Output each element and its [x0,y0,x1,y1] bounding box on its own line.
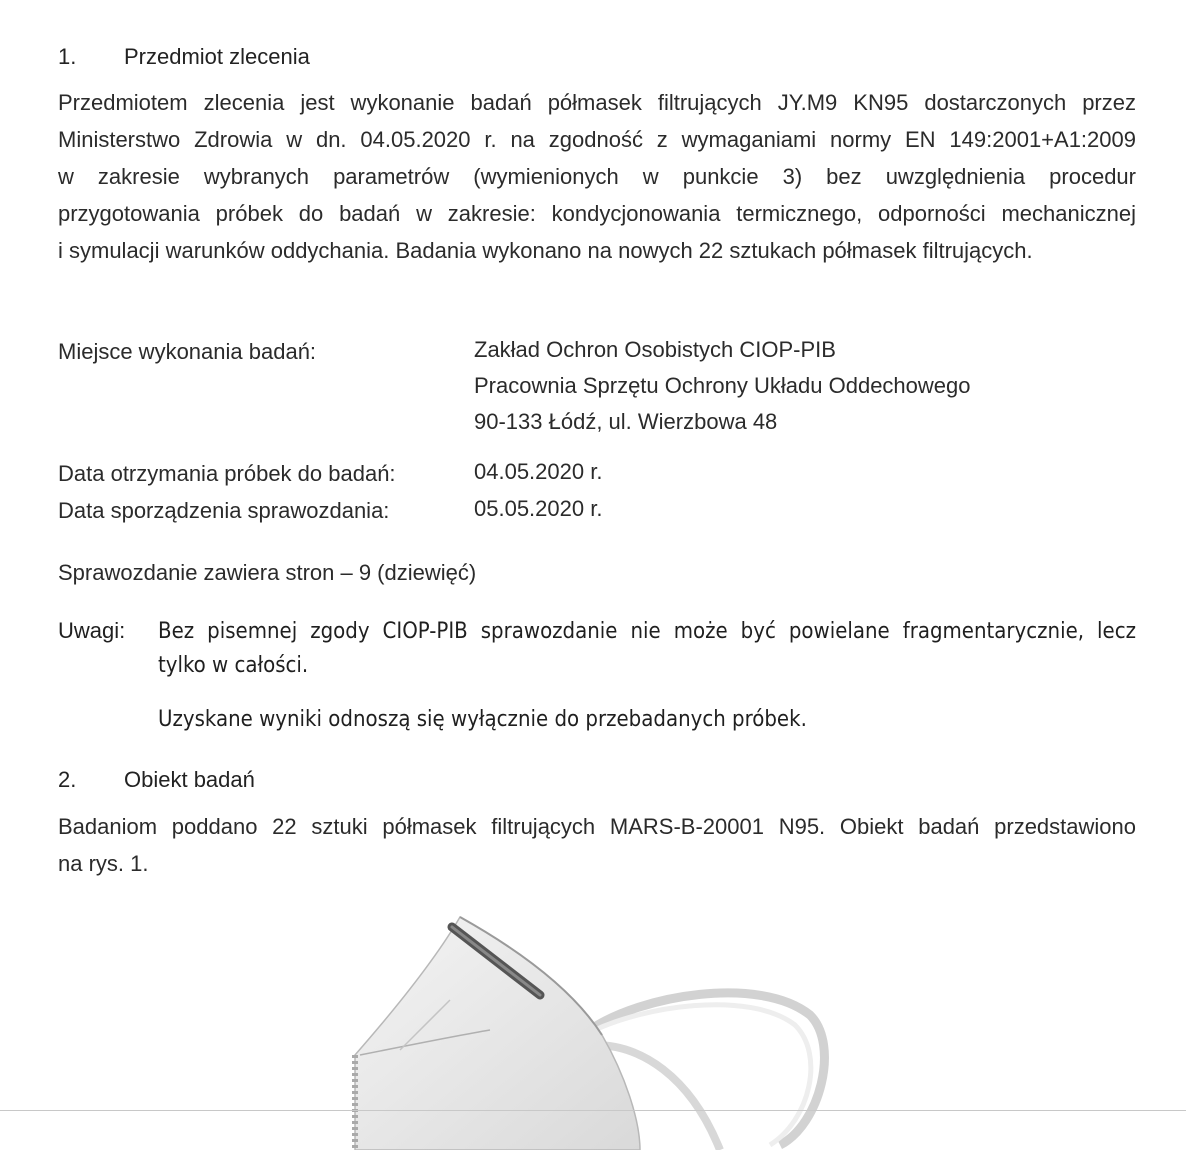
section-2-heading [58,767,255,793]
report-date-label: Data sporządzenia sprawozdania: [58,498,390,523]
paragraph-line: w zakresie wybranych parametrów (wymienionych w punkcie 3) bez uwzględnienia procedur [58,164,1136,189]
place-line: Pracownia Sprzętu Ochrony Układu Oddechowego [474,373,971,398]
paragraph-line: Ministerstwo Zdrowia w dn. 04.05.2020 r. na zgodność z wymaganiami normy EN 149:2001+A1:2009 [58,127,1136,152]
place-value [474,332,971,440]
note-2 [158,703,1136,737]
note-1-line: tylko w całości. [158,653,309,678]
place-line: 90-133 Łódź, ul. Wierzbowa 48 [474,409,778,434]
mask-body [355,917,640,1150]
received-label: Data otrzymania próbek do badań: [58,461,396,486]
paragraph-line: Przedmiotem zlecenia jest wykonanie badań półmasek filtrujących JY.M9 KN95 dostarczonych przez [58,90,1136,115]
section-2-number: 2. [58,767,77,792]
section-1-paragraph [58,84,1136,269]
report-date-value: 05.05.2020 r. [474,496,603,521]
notes-label: Uwagi: [58,618,126,643]
pages-count-text: Sprawozdanie zawiera stron – 9 (dziewięć) [58,560,477,585]
note-2-line: Uzyskane wyniki odnoszą się wyłącznie do przebadanych próbek. [158,707,807,732]
received-value: 04.05.2020 r. [474,459,603,484]
paragraph-line: Badaniom poddano 22 sztuki półmasek filtrujących MARS-B-20001 N95. Obiekt badań przedstawiono [58,814,1136,839]
paragraph-line: i symulacji warunków oddychania. Badania wykonano na nowych 22 sztukach półmasek filtrujących. [58,238,1033,263]
paragraph-line: na rys. 1. [58,851,149,876]
page-divider [0,1110,1186,1111]
section-1-heading [58,44,310,70]
section-1-number: 1. [58,44,77,69]
section-2-paragraph [58,808,1136,882]
notes-body [158,615,1136,683]
paragraph-line: przygotowania próbek do badań w zakresie: kondycjonowania termicznego, odporności mechanicznej [58,201,1136,226]
mask-photo [340,905,840,1150]
place-line: Zakład Ochron Osobistych CIOP-PIB [474,337,836,362]
place-label: Miejsce wykonania badań: [58,339,317,364]
section-2-title: Obiekt badań [124,767,255,792]
note-1-line: Bez pisemnej zgody CIOP-PIB sprawozdanie nie może być powielane fragmentarycznie, lecz [158,619,1136,644]
section-1-title: Przedmiot zlecenia [124,44,310,69]
